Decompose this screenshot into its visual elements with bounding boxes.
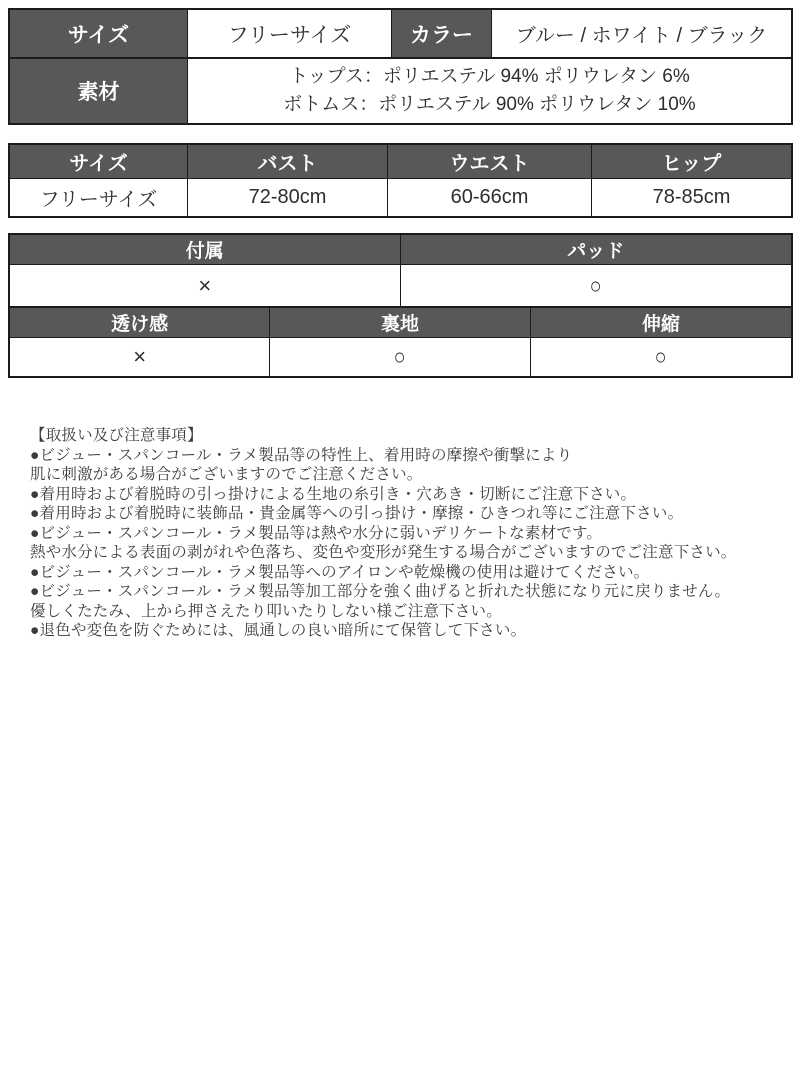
material-line-tops: トップス：ポリエステル 94% ポリウレタン 6% — [289, 66, 690, 87]
care-note-line: ●退色や変色を防ぐためには、風通しの良い暗所にて保管して下さい。 — [30, 622, 527, 639]
color-header-cell: カラー — [392, 10, 492, 57]
care-note-line: ●ビジュー・スパンコール・ラメ製品等へのアイロンや乾燥機の使用は避けてください。 — [30, 563, 650, 581]
spec-table-row-1 — [10, 10, 791, 59]
sheerness-header-cell: 透け感 — [10, 308, 270, 337]
stretch-value-cell — [531, 338, 791, 376]
care-note-line: 優しくたたみ、上から押さえたり叩いたりしない様ご注意下さい。 — [30, 602, 502, 620]
care-note-line: ●ビジュー・スパンコール・ラメ製品等の特性上、着用時の摩擦や衝撃により — [30, 446, 573, 464]
circle-mark: ○ — [394, 343, 406, 370]
cell-hip: 78-85cm — [652, 186, 731, 208]
care-note-line: ●着用時および着脱時の引っ掛けによる生地の糸引き・穴あき・切断にご注意下さい。 — [30, 485, 637, 503]
measurements-value-row — [10, 179, 791, 216]
features-header-row-bottom — [10, 306, 791, 337]
care-notes-title: 【取扱い及び注意事項】 — [30, 427, 203, 444]
lining-value-cell — [270, 338, 530, 376]
cell-waist: 60-66cm — [388, 179, 592, 216]
cross-mark: × — [133, 344, 147, 369]
pad-header-cell: パッド — [401, 235, 792, 264]
care-note-line: 熱や水分による表面の剥がれや色落ち、変色や変形が発生する場合がございますのでご注意下さい。 — [30, 544, 737, 561]
column-header-waist: ウエスト — [388, 145, 592, 178]
column-header-size: サイズ — [10, 145, 188, 178]
care-note-line: 肌に刺激がある場合がございますのでご注意ください。 — [30, 466, 423, 483]
cell-size: フリーサイズ — [10, 179, 188, 216]
spec-table-row-2 — [10, 59, 791, 123]
column-header-hip: ヒップ — [592, 145, 791, 178]
care-notes — [30, 426, 790, 641]
material-header-cell: 素材 — [10, 59, 188, 123]
material-value-cell — [188, 59, 791, 123]
spec-table — [8, 8, 793, 125]
attachment-value-cell — [10, 265, 401, 306]
features-value-row-bottom — [10, 337, 791, 376]
features-value-row-top — [10, 264, 791, 306]
column-header-bust: バスト — [188, 145, 388, 178]
attachment-header-cell: 付属 — [10, 235, 401, 264]
features-table — [8, 233, 793, 378]
sheerness-value-cell — [10, 338, 270, 376]
circle-mark: ○ — [589, 271, 602, 299]
lining-header-cell: 裏地 — [270, 308, 530, 337]
features-header-row-top — [10, 235, 791, 264]
care-note-line: ●ビジュー・スパンコール・ラメ製品等加工部分を強く曲げると折れた状態になり元に戻りません。 — [30, 583, 731, 600]
care-note-line: ●ビジュー・スパンコール・ラメ製品等は熱や水分に弱いデリケートな素材です。 — [30, 524, 603, 542]
stretch-header-cell: 伸縮 — [531, 308, 791, 337]
size-value-cell: フリーサイズ — [188, 10, 392, 57]
material-line-bottoms: ボトムス：ポリエステル 90% ポリウレタン 10% — [283, 94, 696, 115]
care-note-line: ●着用時および着脱時に装飾品・貴金属等への引っ掛け・摩擦・ひきつれ等にご注意下さい。 — [30, 505, 684, 522]
measurements-table — [8, 143, 793, 218]
measurements-header-row — [10, 145, 791, 179]
cross-mark: × — [198, 272, 212, 298]
pad-value-cell — [401, 265, 792, 306]
color-value-cell: ブルー / ホワイト / ブラック — [515, 25, 768, 47]
size-header-cell: サイズ — [10, 10, 188, 57]
circle-mark: ○ — [654, 343, 667, 370]
cell-bust: 72-80cm — [188, 179, 388, 216]
